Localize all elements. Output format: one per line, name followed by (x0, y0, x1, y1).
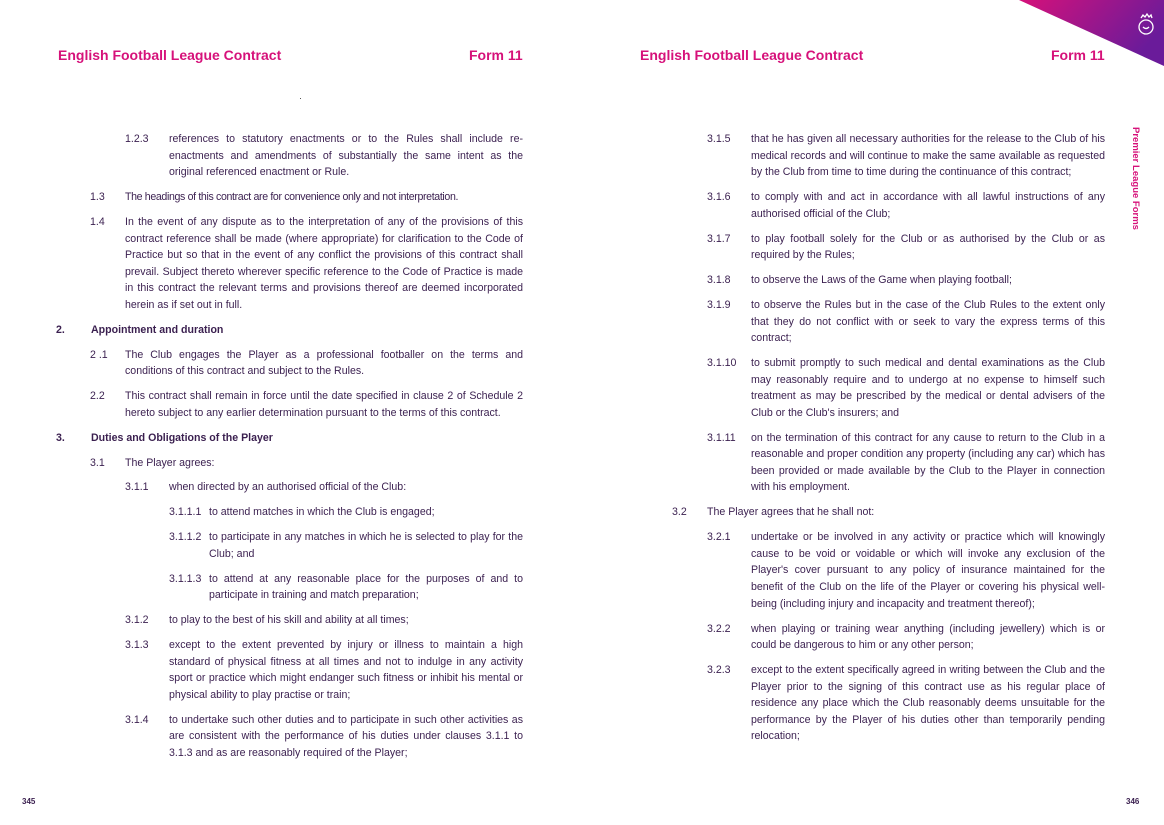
clause-item (56, 214, 523, 314)
clause-item (56, 612, 523, 629)
clause-item (56, 455, 523, 472)
clause-text: to observe the Laws of the Game when playing football; (751, 274, 1012, 287)
clause-text: to undertake such other duties and to participate in such other activities as are consistent with the performance of his duties under clauses 3.1.1 to 3.1.3 and as are reasonably required of the Player; (169, 713, 523, 759)
clause-item (670, 662, 1105, 745)
clause-number: 3.1.2 (125, 614, 149, 627)
section-heading (56, 430, 523, 447)
clause-number: 1.3 (90, 191, 105, 204)
page-number-left: 345 (22, 797, 36, 806)
clause-number: 3.2.1 (707, 531, 731, 544)
clause-item (670, 621, 1105, 654)
clause-text: In the event of any dispute as to the interpretation of any of the provisions of this contract reference shall be made (where appropriate) for clarification to the Code of Practice but so that in the event of any conflict the provisions of this contract shall prevail. Subject thereto wherever specific reference to the Code of Practice is made in this contract the relevant terms and provisions thereof are deemed incorporated herein as if set out in full. (125, 215, 523, 311)
section-heading (56, 322, 523, 339)
clause-text: except to the extent prevented by injury or illness to maintain a high standard of physical fitness at all times and not to indulge in any activity sport or practice which might endanger such fitness or inhibit his mental or physical ability to play practise or train; (169, 639, 523, 701)
clause-item (670, 430, 1105, 496)
clause-text: when directed by an authorised official of the Club: (169, 481, 407, 494)
section-heading-text: Appointment and duration (91, 323, 224, 336)
clause-item (670, 297, 1105, 347)
clause-text: when playing or training wear anything (including jewellery) which is or could be dangerous to him or any other person; (751, 622, 1105, 652)
clause-text: undertake or be involved in any activity or practice which will knowingly cause to be void or voidable or which will invoke any exclusion of the Player's cover pursuant to any policy of insurance maintained for the benefit of the Club on the life of the Player or covering his physical well-being (including injury and incapacity and treatment thereof); (751, 531, 1105, 610)
section-side-label: Premier League Forms (1130, 127, 1141, 230)
clause-item (56, 388, 523, 421)
clause-text: except to the extent specifically agreed in writing between the Club and the Player prior to the signing of this contract use as his regular place of residence any place which the Club reasonably deems unsuitable for the performance by the Player of his duties other than temporarily pending relocation; (751, 664, 1105, 743)
clause-item (670, 355, 1105, 421)
clause-item (56, 637, 523, 703)
clause-item (670, 272, 1105, 289)
right-header-title: English Football League Contract (640, 47, 864, 63)
clause-item (56, 504, 523, 521)
clause-text: to submit promptly to such medical and dental examinations as the Club may reasonably require and to undergo at no expense to himself such treatment as may be prescribed by the medical or dental advisers of the Club or the Club's insurers; and (751, 357, 1105, 419)
clause-item (670, 189, 1105, 222)
stray-mark (300, 98, 301, 99)
clause-number: 3.1.9 (707, 298, 731, 311)
clause-number: 2 .1 (90, 348, 108, 361)
clause-text: references to statutory enactments or to the Rules shall include re-enactments and amendments of substantially the same intent as the original referenced enactment or Rule. (169, 133, 523, 179)
clause-text: to observe the Rules but in the case of the Club Rules to the extent only that they do not conflict with or seek to vary the express terms of this contract; (751, 298, 1105, 345)
clause-item (670, 131, 1105, 181)
clause-text: to play football solely for the Club or as authorised by the Club or as required by the Rules; (751, 232, 1105, 262)
clause-text: The headings of this contract are for convenience only and not interpretation. (125, 191, 459, 204)
clause-item (56, 347, 523, 380)
clause-number: 3.1.4 (125, 713, 149, 726)
clause-text: This contract shall remain in force until the date specified in clause 2 of Schedule 2 hereto subject to any earlier determination pursuant to the terms of this contract. (125, 390, 523, 419)
clause-text: to comply with and act in accordance with all lawful instructions of any authorised official of the Club; (751, 191, 1105, 220)
premier-league-corner-logo (1019, 0, 1164, 70)
clause-number: 3.1.3 (125, 639, 149, 652)
clause-number: 3.1.11 (707, 431, 736, 444)
right-page-body (670, 131, 1105, 753)
clause-number: 3.1.1.2 (169, 531, 202, 544)
left-header-form: Form 11 (469, 47, 523, 63)
clause-item (56, 529, 523, 562)
clause-number: 3.1.6 (707, 191, 731, 204)
clause-text: The Club engages the Player as a professional footballer on the terms and conditions of this contract and subject to the Rules. (125, 348, 523, 378)
clause-number: 3.1 (90, 456, 105, 469)
clause-text: to play to the best of his skill and ability at all times; (169, 614, 409, 627)
clause-text: to attend at any reasonable place for the purposes of and to participate in training and match preparation; (209, 572, 523, 602)
left-header-title: English Football League Contract (58, 47, 282, 63)
clause-text: The Player agrees that he shall not: (707, 506, 875, 519)
left-page-body (56, 131, 523, 770)
clause-number: 3.1.1.1 (169, 506, 202, 519)
clause-number: 3.1.5 (707, 133, 731, 145)
page-number-right: 346 (1126, 797, 1140, 806)
clause-number: 1.4 (90, 215, 105, 228)
clause-item (670, 231, 1105, 264)
clause-number: 3.2.2 (707, 622, 731, 635)
clause-number: 2. (56, 323, 65, 336)
clause-text: on the termination of this contract for any cause to return to the Club in a reasonable and proper condition any property (including any car) which has been provided or made available by the Club to the Player in connection with his employment. (751, 431, 1105, 494)
clause-text: to participate in any matches in which he is selected to play for the Club; and (209, 531, 523, 560)
clause-text: to attend matches in which the Club is engaged; (209, 506, 435, 519)
clause-number: 3.1.1 (125, 481, 149, 494)
clause-text: that he has given all necessary authorities for the release to the Club of his medical records and will continue to make the same available as requested by the Club from time to time during the continuance of this contract; (751, 133, 1105, 179)
clause-item (56, 571, 523, 604)
clause-item (56, 131, 523, 181)
clause-item (56, 189, 523, 206)
clause-item (56, 712, 523, 762)
clause-number: 3. (56, 431, 65, 444)
clause-number: 3.1.7 (707, 232, 731, 245)
clause-number: 3.1.10 (707, 357, 737, 370)
clause-item (56, 479, 523, 496)
clause-number: 3.2 (672, 506, 687, 519)
clause-number: 3.1.1.3 (169, 572, 202, 585)
clause-number: 3.2.3 (707, 664, 731, 676)
clause-number: 3.1.8 (707, 274, 731, 287)
clause-text: The Player agrees: (125, 456, 215, 469)
right-header-form: Form 11 (1051, 47, 1105, 63)
section-heading-text: Duties and Obligations of the Player (91, 431, 273, 444)
clause-item (670, 504, 1105, 521)
clause-item (670, 529, 1105, 612)
clause-number: 1.2.3 (125, 133, 149, 145)
clause-number: 2.2 (90, 390, 105, 403)
